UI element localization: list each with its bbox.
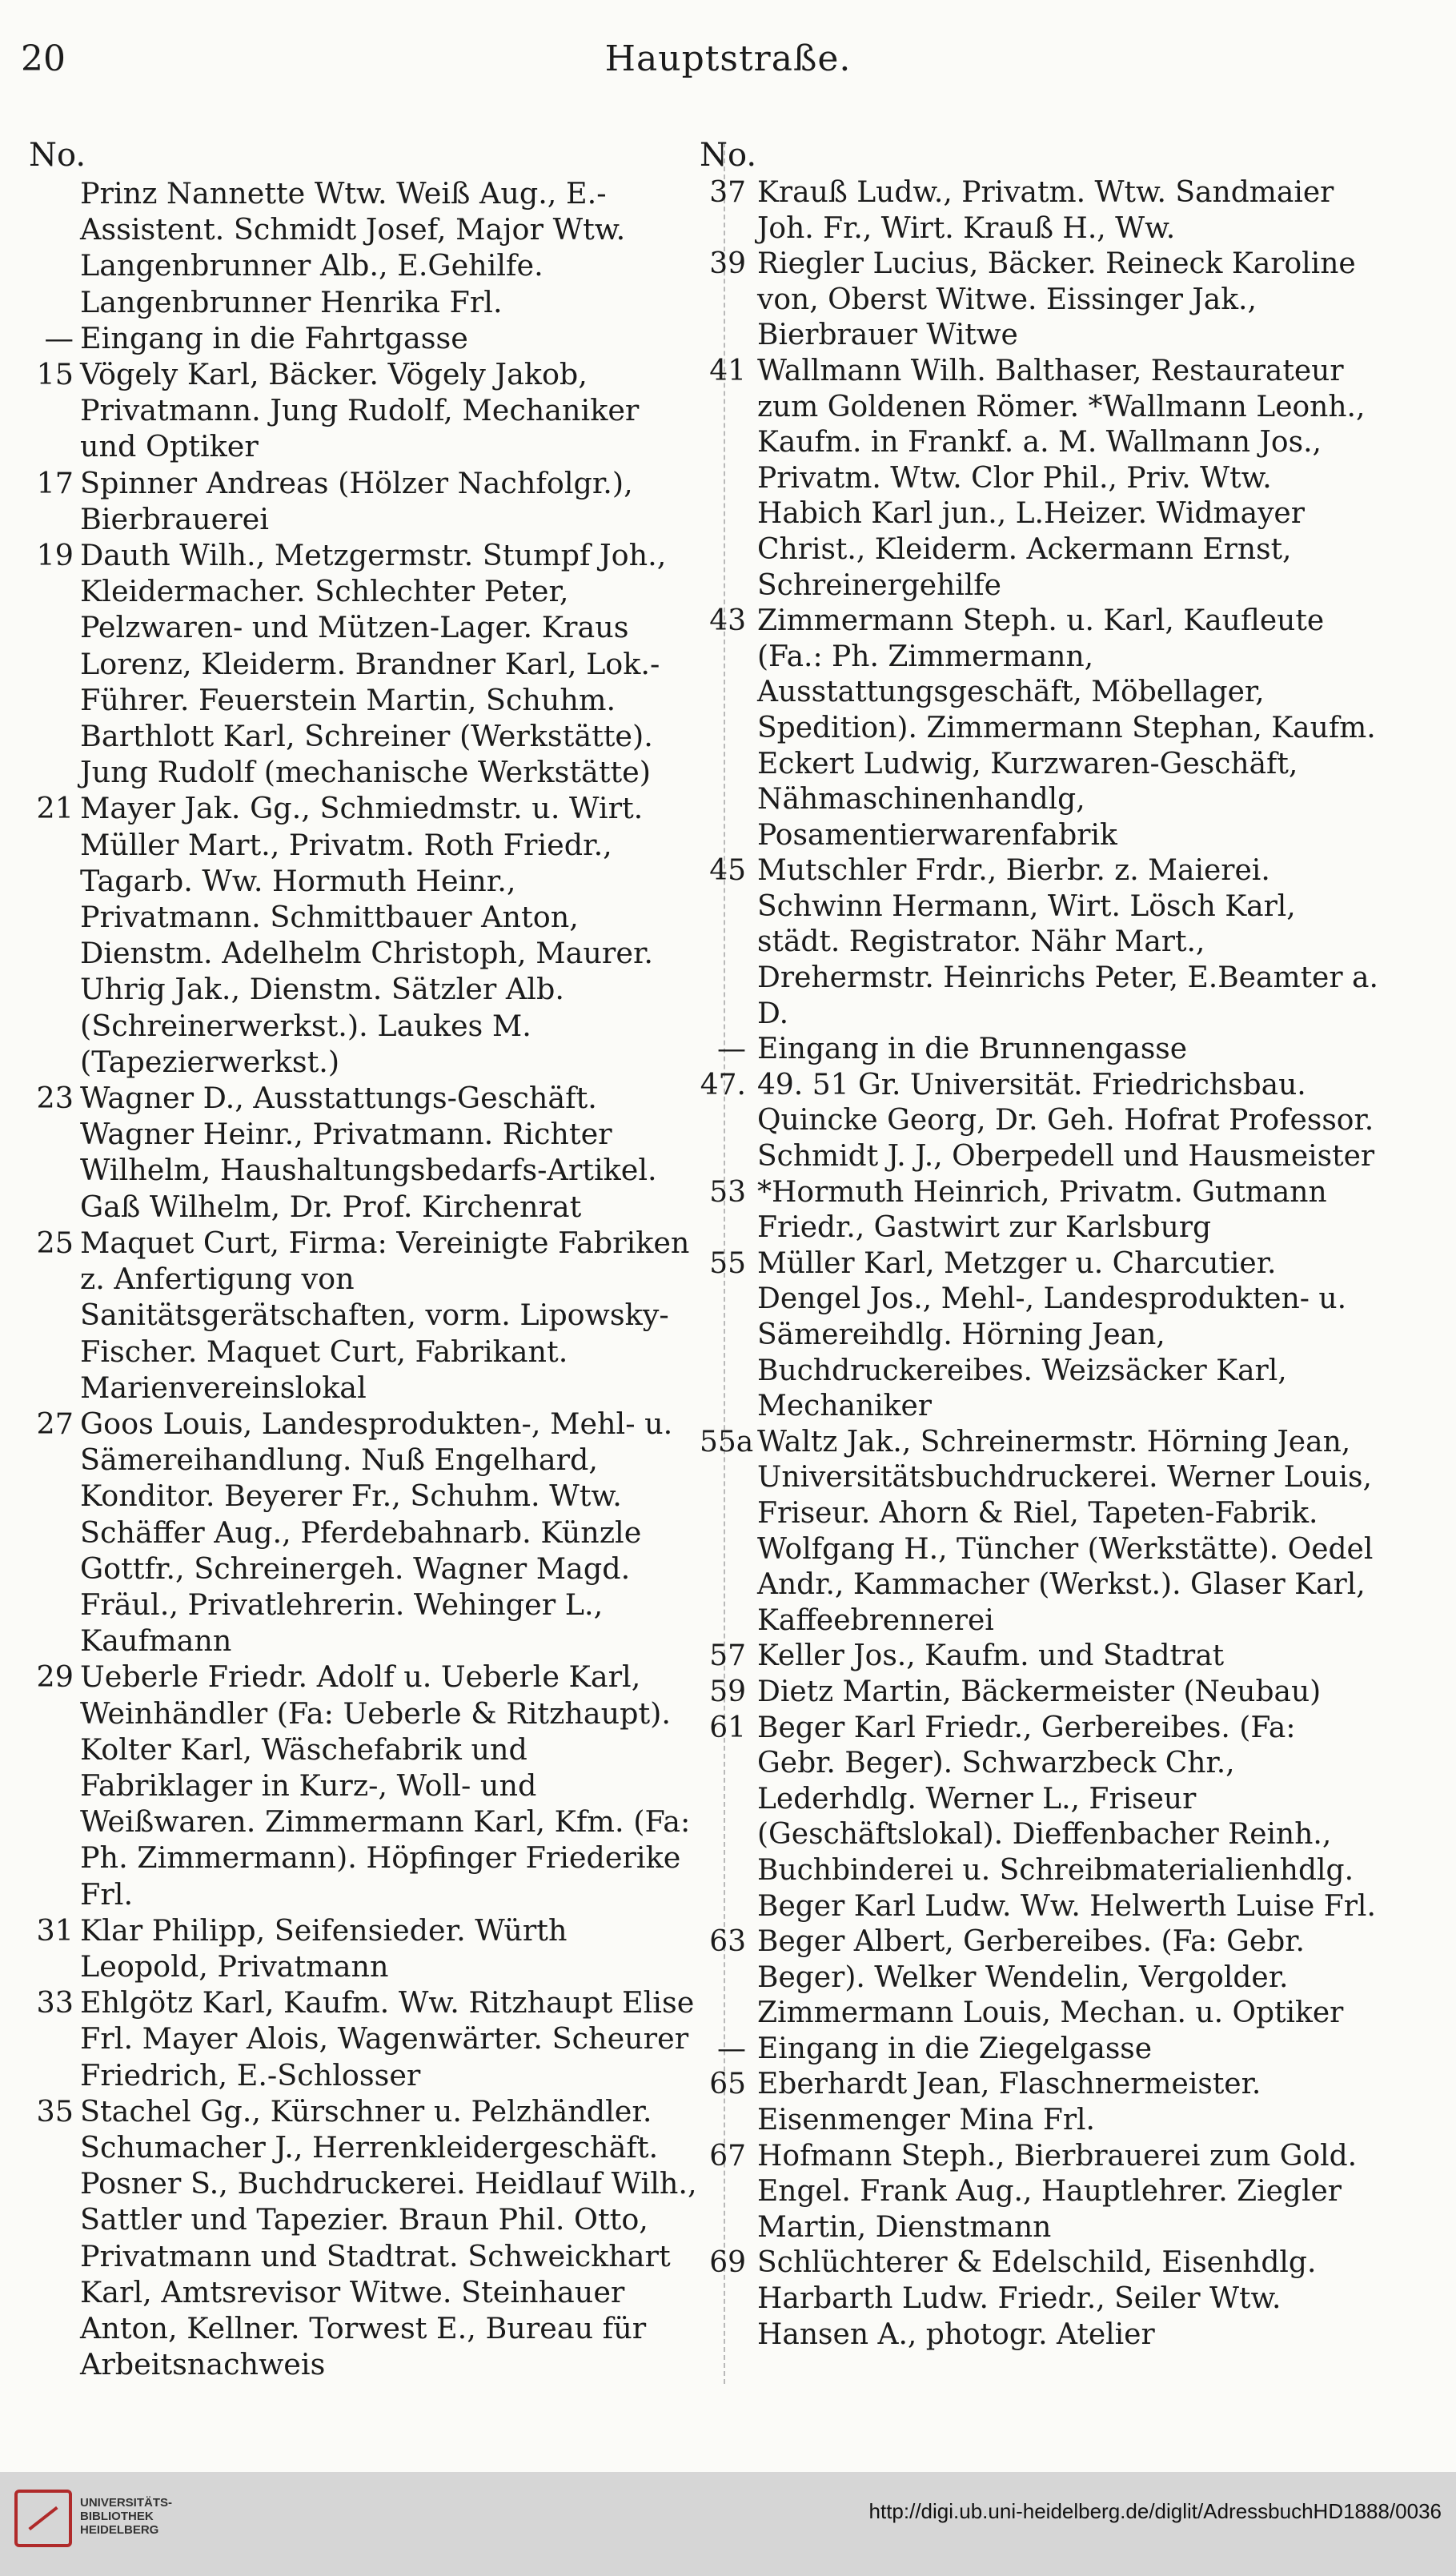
- resident-text: Beger Albert, Gerbereibes. (Fa: Gebr. Beger). Welker Wendelin, Vergolder. Zimmermann Louis, Mechan. u. Optiker: [757, 1925, 1344, 2030]
- address-entry: [700, 1675, 1378, 1711]
- resident-text: Krauß Ludw., Privatm. Wtw. Sandmaier Joh. Fr., Wirt. Krauß H., Ww.: [757, 176, 1334, 245]
- resident-text: Dauth Wilh., Metzgermstr. Stumpf Joh., Kleidermacher. Schlechter Peter, Pelzwaren- und Mützen-Lager. Kraus Lorenz, Kleiderm. Brandner Karl, Lok.-Führer. Feuerstein Martin, Schuhm. Barthlott Karl, Schreiner (Werkstätte). Jung Rudolf (mechanische Werkstätte): [80, 538, 667, 790]
- house-number: 47.: [700, 1068, 746, 1101]
- resident-text: Riegler Lucius, Bäcker. Reineck Karoline von, Oberst Witwe. Eissinger Jak., Bierbrauer Witwe: [757, 247, 1356, 352]
- logo-line: BIBLIOTHEK: [80, 2510, 154, 2523]
- address-entry: [700, 1639, 1378, 1675]
- resident-text: Mayer Jak. Gg., Schmiedmstr. u. Wirt. Müller Mart., Privatm. Roth Friedr., Tagarb. Ww. Hormuth Heinr., Privatmann. Schmittbauer Anton, Dienstm. Adelhelm Christoph, Maurer. Uhrig Jak., Dienstm. Sätzler Alb. (Schreinerwerkst.). Laukes M. (Tapezierwerkst.): [80, 791, 653, 1079]
- house-number: 67: [709, 2139, 746, 2173]
- resident-text: Schlüchterer & Edelschild, Eisenhdlg. Harbarth Ludw. Friedr., Seiler Wtw. Hansen A., photogr. Atelier: [757, 2246, 1317, 2351]
- resident-text: Waltz Jak., Schreinermstr. Hörning Jean, Universitätsbuchdruckerei. Werner Louis, Friseur. Ahorn & Riel, Tapeten-Fabrik. Wolfgang H., Tüncher (Werkstätte). Oedel Andr., Kammacher (Werkst.). Glaser Karl, Kaffeebrennerei: [757, 1425, 1374, 1637]
- house-number: 23: [36, 1081, 74, 1116]
- house-number: 15: [36, 357, 74, 392]
- house-number: 39: [709, 247, 746, 281]
- address-entry: [700, 1924, 1378, 2032]
- address-entry: [700, 604, 1378, 853]
- address-entry: [700, 1711, 1378, 1925]
- address-entry: [29, 2093, 698, 2383]
- address-entry: [29, 465, 698, 537]
- house-number: 57: [709, 1639, 746, 1673]
- address-entry: [700, 853, 1378, 1032]
- address-entry: [29, 1225, 698, 1406]
- resident-text: *Hormuth Heinrich, Privatm. Gutmann Friedr., Gastwirt zur Karlsburg: [757, 1175, 1327, 1245]
- viewer-footer: [0, 2472, 1456, 2576]
- resident-text: Mutschler Frdr., Bierbr. z. Maierei. Schwinn Hermann, Wirt. Lösch Karl, städt. Registrator. Nähr Mart., Drehermstr. Heinrichs Peter, E.Beamter a. D.: [757, 854, 1378, 1030]
- house-number: 43: [709, 604, 746, 638]
- library-logo-icon: [14, 2490, 72, 2547]
- address-entry: [700, 2139, 1378, 2246]
- running-title: Hauptstraße.: [604, 38, 852, 79]
- house-number: 25: [36, 1225, 74, 1260]
- address-entry: [29, 1984, 698, 2093]
- right-column: [700, 138, 1378, 2353]
- resident-text: Keller Jos., Kaufm. und Stadtrat: [757, 1639, 1225, 1673]
- resident-text: Eingang in die Fahrtgasse: [80, 320, 468, 355]
- resident-text: Spinner Andreas (Hölzer Nachfolgr.), Bierbrauerei: [80, 465, 633, 536]
- resident-text: Eberhardt Jean, Flaschnermeister. Eisenmenger Mina Frl.: [757, 2068, 1261, 2137]
- address-entry: [29, 1659, 698, 1912]
- resident-text: Goos Louis, Landesprodukten-, Mehl- u. Sämereihandlung. Nuß Engelhard, Konditor. Beyerer Fr., Schuhm. Wtw. Schäffer Aug., Pferdebahnarb. Künzle Gottfr., Schreinergeh. Wagner Magd. Fräul., Privatlehrerin. Wehinger L., Kaufmann: [80, 1406, 673, 1659]
- resident-text: Wallmann Wilh. Balthaser, Restaurateur zum Goldenen Römer. *Wallmann Leonh., Kaufm. in Frankf. a. M. Wallmann Jos., Privatm. Wtw. Clor Phil., Priv. Wtw. Habich Karl jun., L.Heizer. Widmayer Christ., Kleiderm. Ackermann Ernst, Schreinergehilfe: [757, 354, 1366, 602]
- resident-text: Dietz Martin, Bäckermeister (Neubau): [757, 1675, 1322, 1708]
- page-header: [0, 38, 1456, 86]
- house-number: 45: [709, 854, 746, 888]
- resident-text: Beger Karl Friedr., Gerbereibes. (Fa: Gebr. Beger). Schwarzbeck Chr., Lederhdlg. Werner L., Friseur (Geschäftslokal). Dieffenbacher Reinh., Buchbinderei u. Schreibmaterialienhdlg. Beger Karl Ludw. Ww. Helwerth Luise Frl.: [757, 1711, 1376, 1923]
- house-number: 59: [709, 1675, 746, 1708]
- resident-text: Zimmermann Steph. u. Karl, Kaufleute (Fa.: Ph. Zimmermann, Ausstattungsgeschäft, Möbellager, Spedition). Zimmermann Stephan, Kaufm. Eckert Ludwig, Kurzwaren-Geschäft, Nähmaschinenhandlg, Posamentierwarenfabrik: [757, 604, 1376, 852]
- address-entry: [700, 2245, 1378, 2353]
- address-entry: [29, 1912, 698, 1984]
- house-number: 21: [36, 791, 74, 826]
- resident-text: Stachel Gg., Kürschner u. Pelzhändler. Schumacher J., Herrenkleidergeschäft. Posner S., Buchdruckerei. Heidlauf Wilh., Sattler und Tapezier. Braun Phil. Otto, Privatmann und Stadtrat. Schweickhart Karl, Amtsrevisor Witwe. Steinhauer Anton, Kellner. Torwest E., Bureau für Arbeitsnachweis: [80, 2093, 697, 2382]
- address-entry: [29, 320, 698, 356]
- address-entry: [700, 1425, 1378, 1639]
- house-number: —: [717, 1033, 746, 1066]
- address-entry: [700, 175, 1378, 247]
- house-number: 35: [36, 2093, 74, 2129]
- house-number: 33: [36, 1985, 74, 2020]
- address-entry: [700, 1032, 1378, 1068]
- address-entry: [700, 2067, 1378, 2138]
- house-number: 17: [36, 465, 74, 500]
- library-logo-text: [80, 2496, 172, 2537]
- address-entry: [29, 1080, 698, 1225]
- house-number: 53: [709, 1175, 746, 1209]
- house-number: 55a: [700, 1425, 754, 1459]
- column-label-no: No.: [700, 137, 757, 174]
- address-entry: [700, 247, 1378, 354]
- resident-text: 49. 51 Gr. Universität. Friedrichsbau. Quincke Georg, Dr. Geh. Hofrat Professor. Schmidt J. J., Oberpedell und Hausmeister: [757, 1068, 1375, 1174]
- resident-text: Vögely Karl, Bäcker. Vögely Jakob, Privatmann. Jung Rudolf, Mechaniker und Optiker: [80, 357, 640, 464]
- resident-text: Eingang in die Brunnengasse: [757, 1033, 1188, 1066]
- address-entry: [29, 1406, 698, 1659]
- house-number: 19: [36, 538, 74, 573]
- resident-text: Hofmann Steph., Bierbrauerei zum Gold. Engel. Frank Aug., Hauptlehrer. Ziegler Martin, Dienstmann: [757, 2139, 1358, 2244]
- page-number: 20: [21, 38, 66, 79]
- left-column: [29, 138, 698, 2382]
- house-number: 55: [709, 1246, 746, 1280]
- resident-text: Müller Karl, Metzger u. Charcutier. Dengel Jos., Mehl-, Landesprodukten- u. Sämereihdlg. Hörning Jean, Buchdruckereibes. Weizsäcker Karl, Mechaniker: [757, 1246, 1347, 1423]
- house-number: 37: [709, 176, 746, 209]
- house-number: —: [44, 320, 74, 355]
- resident-text: Prinz Nannette Wtw. Weiß Aug., E.-Assistent. Schmidt Josef, Major Wtw. Langenbrunner Alb., E.Gehilfe. Langenbrunner Henrika Frl.: [80, 176, 626, 319]
- resident-text: Ueberle Friedr. Adolf u. Ueberle Karl, Weinhändler (Fa: Ueberle & Ritzhaupt). Kolter Karl, Wäschefabrik und Fabriklager in Kurz-, Woll- und Weißwaren. Zimmermann Karl, Kfm. (Fa: Ph. Zimmermann). Höpfinger Friederike Frl.: [80, 1659, 691, 1912]
- resident-text: Maquet Curt, Firma: Vereinigte Fabriken z. Anfertigung von Sanitätsgerätschaften, vorm. Lipowsky-Fischer. Maquet Curt, Fabrikant. Marienvereinslokal: [80, 1225, 690, 1405]
- resident-text: Ehlgötz Karl, Kaufm. Ww. Ritzhaupt Elise Frl. Mayer Alois, Wagenwärter. Scheurer Friedrich, E.-Schlosser: [80, 1985, 695, 2092]
- resident-text: Wagner D., Ausstattungs-Geschäft. Wagner Heinr., Privatmann. Richter Wilhelm, Haushaltungsbedarfs-Artikel. Gaß Wilhelm, Dr. Prof. Kirchenrat: [80, 1081, 657, 1224]
- logo-line: HEIDELBERG: [80, 2523, 159, 2537]
- address-entry: [700, 354, 1378, 604]
- house-number: 65: [709, 2068, 746, 2101]
- source-url[interactable]: http://digi.ub.uni-heidelberg.de/diglit/AdressbuchHD1888/0036: [868, 2499, 1442, 2523]
- address-entry: [29, 790, 698, 1080]
- address-entry: [29, 537, 698, 790]
- house-number: —: [717, 2032, 746, 2065]
- resident-text: Klar Philipp, Seifensieder. Würth Leopold, Privatmann: [80, 1912, 568, 1984]
- house-number: 27: [36, 1406, 74, 1441]
- address-entry: [700, 1246, 1378, 1425]
- address-entry: [700, 2032, 1378, 2068]
- house-number: 61: [709, 1711, 746, 1744]
- logo-line: UNIVERSITÄTS-: [80, 2496, 173, 2510]
- house-number: 29: [36, 1659, 74, 1695]
- address-entry: [700, 1068, 1378, 1175]
- house-number: 69: [709, 2246, 746, 2280]
- address-entry: [700, 1175, 1378, 1246]
- address-entry: [29, 356, 698, 465]
- column-label-no: No.: [29, 137, 86, 174]
- resident-text: Eingang in die Ziegelgasse: [757, 2032, 1153, 2065]
- address-entry: [29, 175, 698, 320]
- house-number: 63: [709, 1925, 746, 1959]
- house-number: 41: [709, 354, 746, 387]
- house-number: 31: [36, 1912, 74, 1948]
